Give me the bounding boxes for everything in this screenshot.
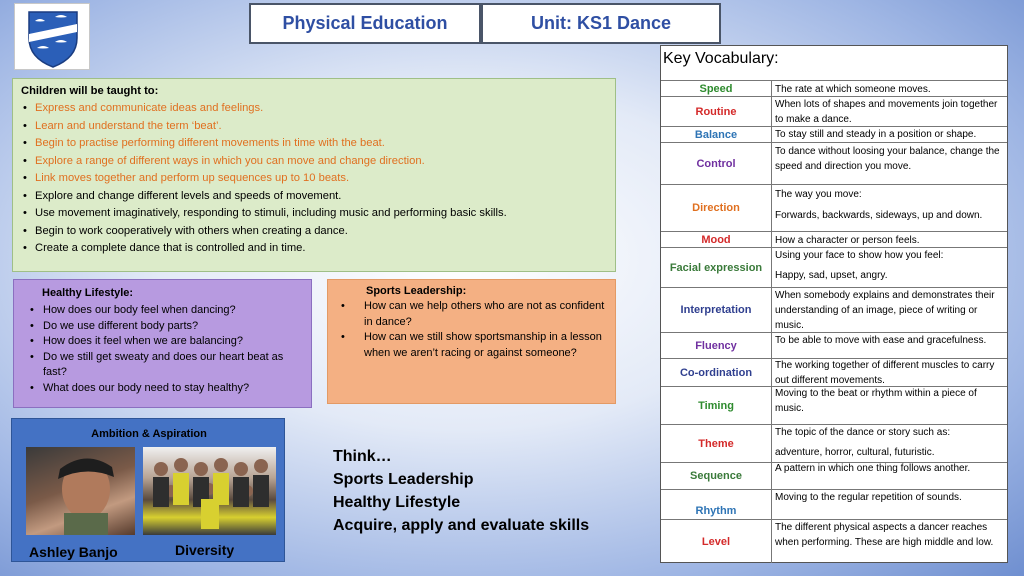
vocab-definition: A pattern in which one thing follows another. <box>775 463 971 474</box>
vocab-row <box>661 80 1007 96</box>
vocab-term: Control <box>661 143 772 184</box>
vocab-row <box>661 126 1007 142</box>
vocab-row <box>661 424 1007 462</box>
ambition-heading: Ambition & Aspiration <box>91 428 207 440</box>
vocab-definition: The rate at which someone moves. <box>775 84 931 95</box>
vocab-row <box>661 247 1007 287</box>
think-line: Acquire, apply and evaluate skills <box>333 517 590 534</box>
think-line: Think… <box>333 448 392 465</box>
learning-objectives-panel <box>12 78 616 272</box>
vocab-definition: Using your face to show how you feel: Happy, sad, upset, angry. <box>775 250 944 281</box>
think-line: Healthy Lifestyle <box>333 494 461 511</box>
ambition-panel <box>11 418 285 562</box>
vocab-term: Timing <box>661 387 772 424</box>
vocab-heading: Key Vocabulary: <box>663 50 779 67</box>
vocab-term: Speed <box>661 81 772 96</box>
key-vocabulary-table <box>660 45 1008 563</box>
vocab-row <box>661 332 1007 358</box>
list-item: • What does our body need to stay healthy? <box>24 381 301 397</box>
list-item: • How does our body feel when dancing? <box>24 303 301 319</box>
vocab-term: Co-ordination <box>661 359 772 386</box>
list-item: • How does it feel when we are balancing? <box>24 334 301 350</box>
vocab-definition: Moving to the regular repetition of sounds. <box>775 492 962 503</box>
vocab-definition: To dance without loosing your balance, change the speed and direction you move. <box>775 146 1000 172</box>
vocab-row <box>661 184 1007 231</box>
list-item: • Do we still get sweaty and does our heart beat as fast? <box>24 350 301 381</box>
vocab-term: Balance <box>661 127 772 142</box>
vocab-definition: When somebody explains and demonstrates their understanding of an image, piece of writing or music. <box>775 290 995 331</box>
healthy-heading: Healthy Lifestyle: <box>42 287 134 299</box>
vocab-row <box>661 358 1007 386</box>
vocab-row <box>661 519 1007 563</box>
list-item: • How can we still show sportsmanship in a lesson when we aren’t racing or against someone? <box>338 330 605 361</box>
ashley-banjo-photo <box>26 447 135 535</box>
list-item: • Learn and understand the term ‘beat’. <box>21 118 607 136</box>
diversity-caption: Diversity <box>175 542 235 558</box>
shield-crest-icon <box>15 4 91 71</box>
vocab-term: Sequence <box>661 463 772 489</box>
list-item: • Explore a range of different ways in which you can move and change direction. <box>21 153 607 171</box>
think-block <box>333 445 589 537</box>
list-item: • Begin to work cooperatively with others when creating a dance. <box>21 223 607 241</box>
list-item: • Express and communicate ideas and feelings. <box>21 100 607 118</box>
vocab-row <box>661 462 1007 489</box>
vocab-term: Fluency <box>661 333 772 358</box>
list-item: • Link moves together and perform up sequences up to 10 beats. <box>21 170 607 188</box>
vocab-definition: The different physical aspects a dancer reaches when performing. These are high middle and low. <box>775 522 994 548</box>
vocab-term: Level <box>661 520 772 563</box>
vocab-term: Theme <box>661 425 772 462</box>
healthy-list <box>24 303 301 396</box>
vocab-term: Rhythm <box>661 490 772 519</box>
sports-heading: Sports Leadership: <box>366 285 467 297</box>
unit-title: Unit: KS1 Dance <box>481 3 721 44</box>
learning-list <box>21 100 607 258</box>
list-item: • Create a complete dance that is controlled and in time. <box>21 240 607 258</box>
subject-title: Physical Education <box>249 3 481 44</box>
healthy-lifestyle-panel <box>13 279 312 408</box>
vocab-row <box>661 287 1007 332</box>
vocab-term: Mood <box>661 232 772 247</box>
vocab-definition: To stay still and steady in a position or shape. <box>775 129 977 140</box>
vocab-definition: When lots of shapes and movements join together to make a dance. <box>775 99 998 125</box>
vocab-row <box>661 489 1007 519</box>
ashley-banjo-caption: Ashley Banjo <box>29 544 118 560</box>
list-item: • Begin to practise performing different movements in time with the beat. <box>21 135 607 153</box>
school-logo <box>14 3 90 70</box>
vocab-definition: The topic of the dance or story such as: adventure, horror, cultural, futuristic. <box>775 427 951 458</box>
person-portrait-icon <box>26 447 135 535</box>
sports-list <box>338 299 605 361</box>
sports-leadership-panel <box>327 279 616 404</box>
vocab-definition: How a character or person feels. <box>775 235 920 246</box>
think-line: Sports Leadership <box>333 471 474 488</box>
vocab-definition: To be able to move with ease and gracefulness. <box>775 335 987 346</box>
list-item: • Do we use different body parts? <box>24 319 301 335</box>
vocab-row <box>661 96 1007 126</box>
learning-heading: Children will be taught to: <box>21 85 159 97</box>
vocab-row <box>661 386 1007 424</box>
vocab-row <box>661 142 1007 184</box>
group-people-icon <box>143 447 276 535</box>
diversity-group-photo <box>143 447 276 535</box>
list-item: • Explore and change different levels and speeds of movement. <box>21 188 607 206</box>
list-item: • How can we help others who are not as confident in dance? <box>338 299 605 330</box>
vocab-term: Direction <box>661 185 772 231</box>
vocab-term: Facial expression <box>661 248 772 287</box>
vocab-definition: The working together of different muscles to carry out different movements. <box>775 360 995 386</box>
vocab-term: Routine <box>661 97 772 126</box>
vocab-term: Interpretation <box>661 288 772 332</box>
vocab-definition: Moving to the beat or rhythm within a piece of music. <box>775 388 977 414</box>
vocab-definition: The way you move: Forwards, backwards, sideways, up and down. <box>775 189 983 221</box>
list-item: • Use movement imaginatively, responding to stimuli, including music and performing basic skills. <box>21 205 607 223</box>
vocab-row <box>661 231 1007 247</box>
